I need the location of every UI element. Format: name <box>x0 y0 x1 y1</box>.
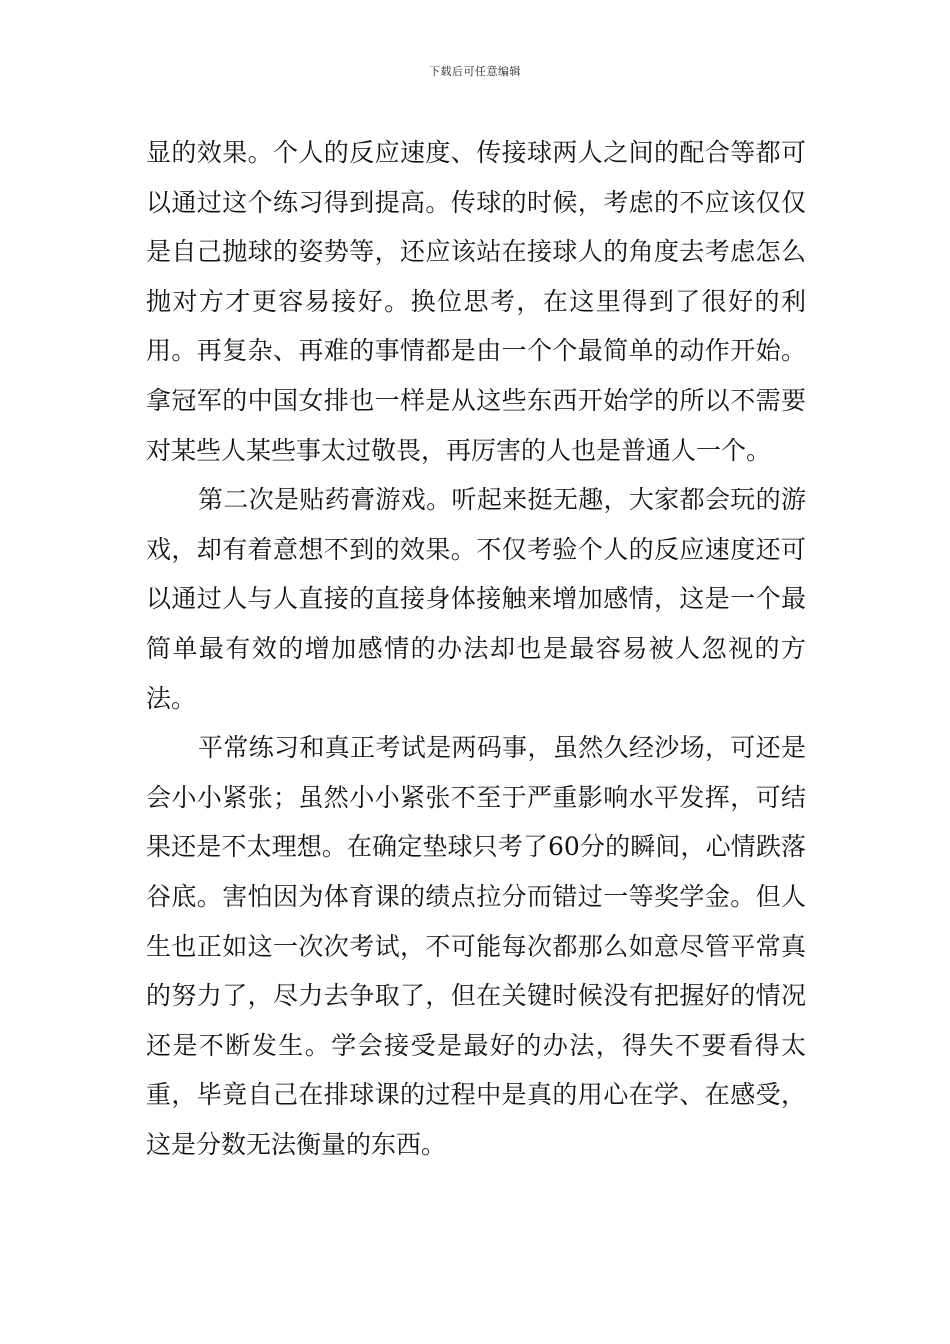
paragraph-3: 平常练习和真正考试是两码事，虽然久经沙场，可还是会小小紧张；虽然小小紧张不至于严重影响水平发挥，可结果还是不太理想。在确定垫球只考了60分的瞬间，心情跌落谷底。害怕因为体育课的绩点拉分而错过一等奖学金。但人生也正如这一次次考试，不可能每次都那么如意尽管平常真的努力了，尽力去争取了，但在关键时候没有把握好的情况还是不断发生。学会接受是最好的办法，得失不要看得太重，毕竟自己在排球课的过程中是真的用心在学、在感受，这是分数无法衡量的东西。 <box>146 733 806 1159</box>
header-note: 下载后可任意编辑 <box>429 65 521 78</box>
document-body <box>146 128 806 1169</box>
paragraph-1: 显的效果。个人的反应速度、传接球两人之间的配合等都可以通过这个练习得到提高。传球的时候，考虑的不应该仅仅是自己抛球的姿势等，还应该站在接球人的角度去考虑怎么抛对方才更容易接好。换位思考，在这里得到了很好的利用。再复杂、再难的事情都是由一个个最简单的动作开始。拿冠军的中国女排也一样是从这些东西开始学的所以不需要对某些人某些事太过敬畏，再厉害的人也是普通人一个。 <box>146 138 806 465</box>
paragraph-2: 第二次是贴药膏游戏。听起来挺无趣，大家都会玩的游戏，却有着意想不到的效果。不仅考验个人的反应速度还可以通过人与人直接的直接身体接触来增加感情，这是一个最简单最有效的增加感情的办法却也是最容易被人忽视的方法。 <box>146 485 806 713</box>
